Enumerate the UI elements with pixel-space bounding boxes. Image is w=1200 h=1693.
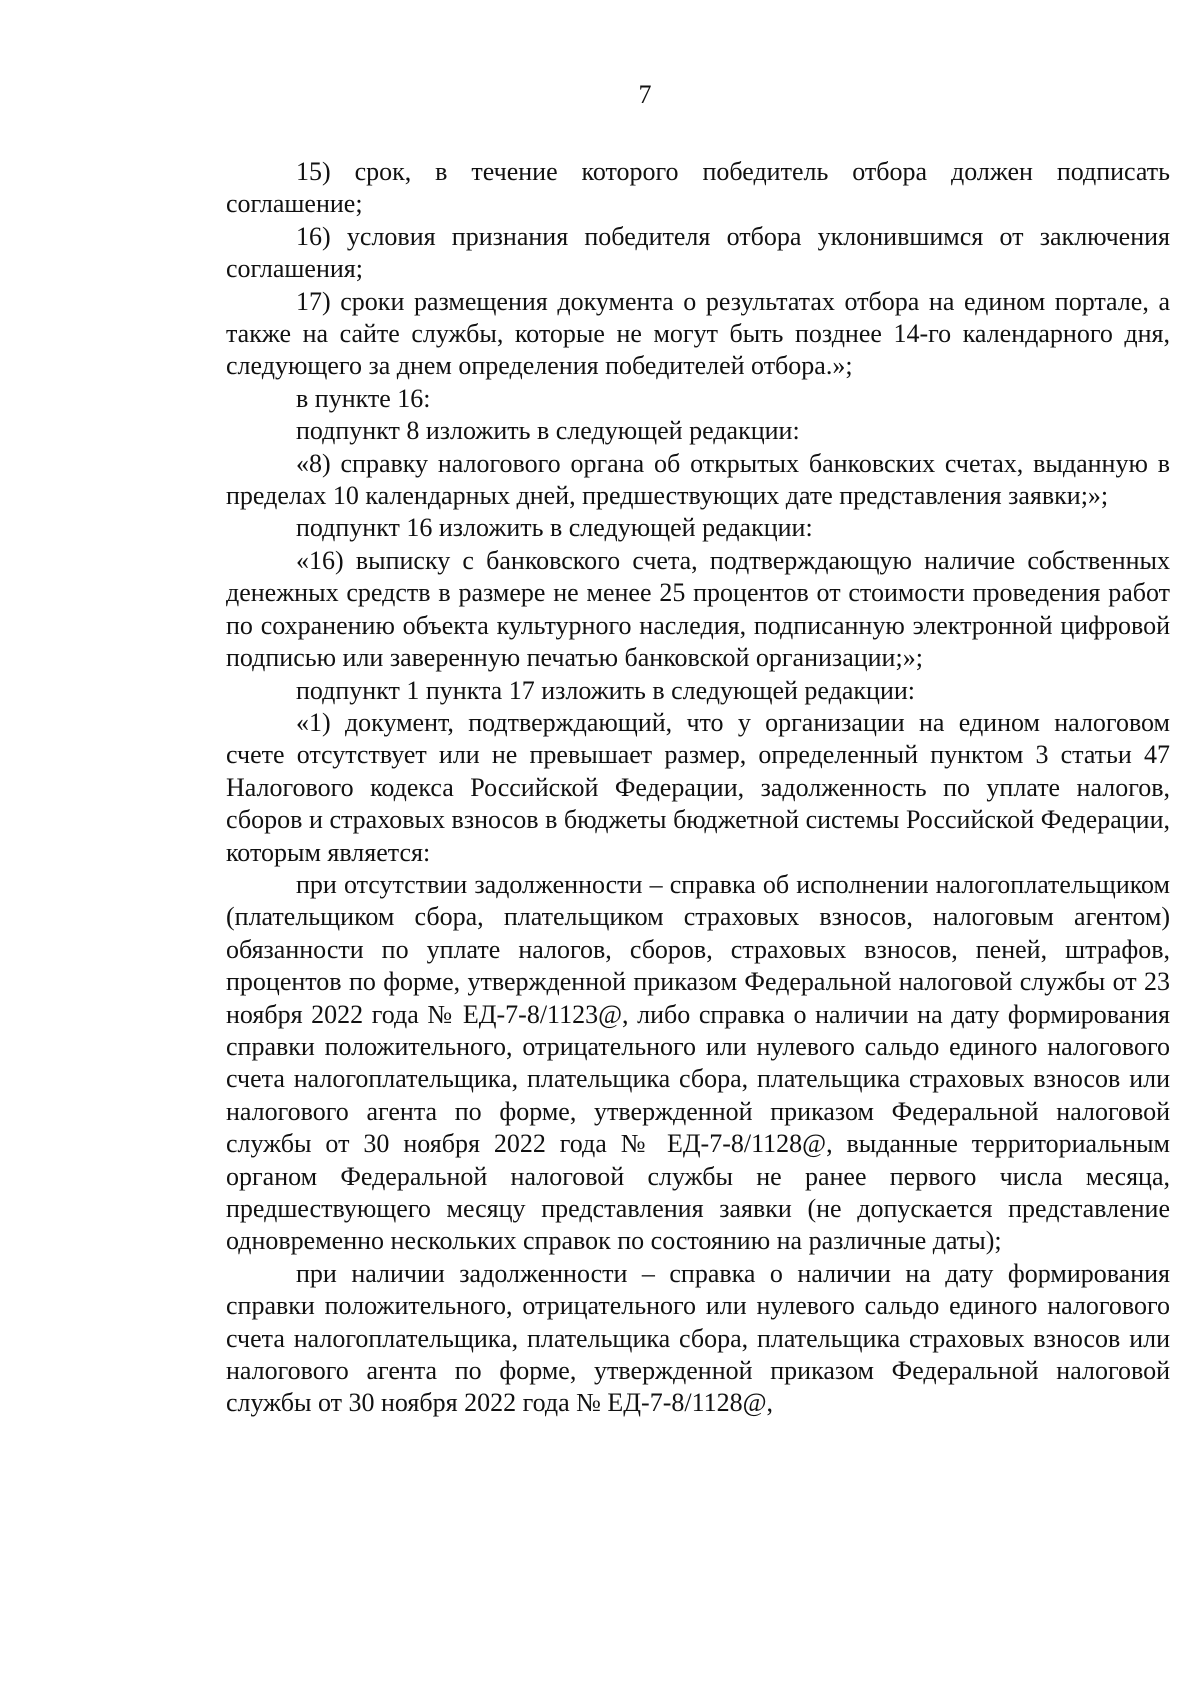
paragraph-subpoint-8-text: «8) справку налогового органа об открытых банковских счетах, выданную в пределах 10 календарных дней, предшествующих дате представления заявки;»;: [226, 448, 1170, 511]
paragraph-no-debt: при отсутствии задолженности – справка об исполнении налогоплательщиком (плательщиком сбора, плательщиком страховых взносов, налоговым агентом) обязанности по уплате налогов, сборов, страховых взносов, пеней, штрафов, процентов по форме, утвержденной приказом Федеральной налоговой службы от 23 ноября 2022 года № ЕД-7-8/1123@, либо справка о наличии на дату формирования справки положительного, отрицательного или нулевого сальдо единого налогового счета налогоплательщика, плательщика сбора, плательщика страховых взносов или налогового агента по форме, утвержденной приказом Федеральной налоговой службы от 30 ноября 2022 года № ЕД-7-8/1128@, выданные территориальным органом Федеральной налоговой службы не ранее первого числа месяца, предшествующего месяцу представления заявки (не допускается представление одновременно нескольких справок по состоянию на различные даты);: [226, 869, 1170, 1256]
paragraph-item-16: 16) условия признания победителя отбора уклонившимся от заключения соглашения;: [226, 221, 1170, 284]
paragraph-subpoint-8-intro: подпункт 8 изложить в следующей редакции:: [296, 416, 800, 446]
document-body: [226, 156, 1170, 1420]
paragraph-with-debt: при наличии задолженности – справка о наличии на дату формирования справки положительного, отрицательного или нулевого сальдо единого налогового счета налогоплательщика, плательщика сбора, плательщика страховых взносов или налогового агента по форме, утвержденной приказом Федеральной налоговой службы от 30 ноября 2022 года № ЕД-7-8/1128@,: [226, 1258, 1170, 1418]
paragraph-subpoint-1-text: «1) документ, подтверждающий, что у организации на едином налоговом счете отсутствует или не превышает размер, определенный пунктом 3 статьи 47 Налогового кодекса Российской Федерации, задолженность по уплате налогов, сборов и страховых взносов в бюджеты бюджетной системы Российской Федерации, которым является:: [226, 707, 1170, 867]
page-number: 7: [638, 80, 652, 109]
paragraph-item-17: 17) сроки размещения документа о результатах отбора на едином портале, а также на сайте службы, которые не могут быть позднее 14-го календарного дня, следующего за днем определения победителей отбора.»;: [226, 286, 1170, 381]
paragraph-in-point-16: в пункте 16:: [296, 383, 431, 413]
paragraph-subpoint-16-intro: подпункт 16 изложить в следующей редакции:: [296, 513, 813, 543]
paragraph-subpoint-16-text: «16) выписку с банковского счета, подтверждающую наличие собственных денежных средств в размере не менее 25 процентов от стоимости проведения работ по сохранению объекта культурного наследия, подписанную электронной цифровой подписью или заверенную печатью банковской организации;»;: [226, 545, 1170, 673]
paragraph-subpoint-1-intro: подпункт 1 пункта 17 изложить в следующей редакции:: [296, 675, 915, 705]
paragraph-item-15: 15) срок, в течение которого победитель отбора должен подписать соглашение;: [226, 157, 1170, 219]
